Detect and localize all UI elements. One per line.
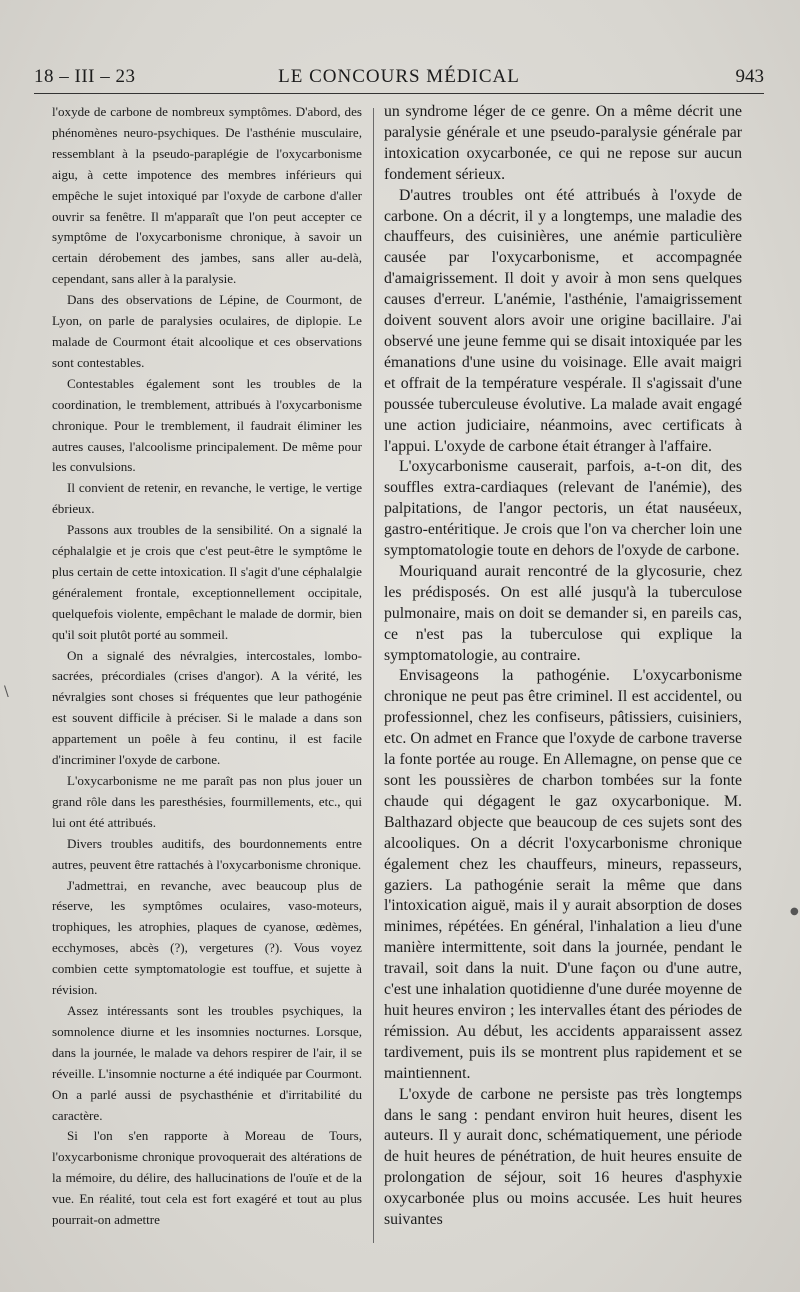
left-column — [52, 102, 362, 1231]
journal-title: LE CONCOURS MÉDICAL — [278, 66, 520, 87]
paragraph: Passons aux troubles de la sensibilité. On a signalé la céphalalgie et je crois que c'est peut-être le symptôme le plus certain de cette intoxication. Il s'agit d'une céphalalgie généralement frontale, exceptionnellement occipitale, quelquefois violente, empêchant le malade de dormir, bien qu'il soit plutôt porté au sommeil. — [52, 522, 362, 642]
paragraph: L'oxycarbonisme ne me paraît pas non plus jouer un grand rôle dans les paresthésies, fourmillements, etc., qui lui ont été attribués. — [52, 773, 362, 830]
paragraph: Si l'on s'en rapporte à Moreau de Tours, l'oxycarbonisme chronique provoquerait des altérations de la mémoire, du délire, des hallucinations de l'ouïe et de la vue. En réalité, tout cela est fort exagéré et tout au plus pourrait-on admettre — [52, 1128, 362, 1228]
issue-date: 18 – III – 23 — [34, 66, 136, 87]
paragraph: Mouriquand aurait rencontré de la glycosurie, chez les prédisposés. On est allé jusqu'à la tuberculose pulmonaire, mais on doit se demander si, en pareils cas, ce n'est pas la tuberculose qui explique la symptomatologie, au contraire. — [384, 562, 742, 664]
column-divider — [373, 108, 374, 1243]
paragraph: Contestables également sont les troubles de la coordination, le tremblement, attribués à l'oxycarbonisme chronique. Pour le tremblement, il faudrait éliminer les autres causes, l'alcoolisme principalement. De même pour les convulsions. — [52, 375, 362, 475]
paragraph: un syndrome léger de ce genre. On a même décrit une paralysie générale et une pseudo-paralysie générale par intoxication oxycarbonée, ce qui ne repose sur aucun fondement sérieux. — [384, 103, 742, 183]
margin-dot: ● — [790, 906, 799, 917]
paragraph: Il convient de retenir, en revanche, le vertige, le vertige ébrieux. — [52, 480, 362, 517]
running-header — [34, 62, 764, 92]
paragraph: Envisageons la pathogénie. L'oxycarbonisme chronique ne peut pas être criminel. Il est accidentel, ou professionnel, chez les confiseurs, pâtissiers, cuisiniers, etc. On admet en France que l'oxyde de carbone traverse la fonte portée au rouge. En Allemagne, on pense que ce sont les poussières de charbon tombées sur la fonte chaude qui dégagent le gaz oxycarbonique. M. Balthazard objecte que beaucoup de ces sujets sont des alcooliques. On a décrit l'oxycarbonisme chronique également chez les chauffeurs, mineurs, repasseurs, gaziers. La pathogénie serait la même que dans l'intoxication aiguë, mais il y aurait absorption de doses minimes, répétées. En général, l'inhalation a lieu d'une manière intermittente, soit dans la journée, pendant le travail, soit dans la nuit. D'une façon ou d'une autre, c'est une inhalation quotidienne d'une durée moyenne de huit heures environ ; les intervalles étant des périodes de rémission. Au début, les accidents apparaissent assez tardivement, puis ils se montrent plus rapidement et se maintiennent. — [384, 667, 742, 1082]
header-rule — [34, 93, 764, 94]
paragraph: D'autres troubles ont été attribués à l'oxyde de carbone. On a décrit, il y a longtemps, une maladie des chauffeurs, des cuisinières, une anémie particulière causée par l'oxycarbonisme, et accompagnée d'amaigrissement. Il doit y avoir à mon sens quelques causes d'erreur. L'anémie, l'asthénie, l'amaigrissement doivent souvent alors avoir une origine bacillaire. J'ai observé une jeune femme qui se disait intoxiquée par les émanations d'une usine du voisinage. Elle avait maigri et offrait de la température vespérale. Il s'agissait d'une poussée tuberculeuse évolutive. La malade avait engagé une action judiciaire, néanmoins, avec certificats à l'appui. L'oxyde de carbone était étranger à l'affaire. — [384, 186, 742, 455]
paragraph: J'admettrai, en revanche, avec beaucoup plus de réserve, les symptômes oculaires, vaso-moteurs, trophiques, les atrophies, plaques de cyanose, œdèmes, ecchymoses, abcès (?), vergetures (?). Vous voyez combien cette symptomatologie est touffue, et sujette à révision. — [52, 877, 362, 998]
paragraph: L'oxyde de carbone ne persiste pas très longtemps dans le sang : pendant environ huit heures, disent les auteurs. Il y aurait donc, schématiquement, une période de huit heures de pénétration, de huit heures ensuite de prolongation de séjour, soit 16 heures d'asphyxie oxycarbonée plus ou moins accusée. Les huit heures suivantes — [384, 1085, 742, 1229]
right-column — [384, 102, 742, 1231]
paragraph: Dans des observations de Lépine, de Courmont, de Lyon, on parle de paralysies oculaires, de diplopie. Le malade de Courmont était alcoolique et ces observations sont contestables. — [52, 292, 362, 370]
margin-mark: \ — [4, 684, 9, 700]
paragraph: Assez intéressants sont les troubles psychiques, la somnolence diurne et les insomnies nocturnes. Lorsque, dans la journée, le malade va dehors respirer de l'air, il se réveille. L'insomnie nocturne a été indiquée par Courmont. On a parlé aussi de psychasthénie et d'irritabilité du caractère. — [52, 1002, 362, 1123]
paragraph: Divers troubles auditifs, des bourdonnements entre autres, peuvent être rattachés à l'oxycarbonisme chronique. — [52, 835, 362, 872]
paragraph: L'oxycarbonisme causerait, parfois, a-t-on dit, des souffles extra-cardiaques (relevant de l'anémie), des palpitations, de l'angor pectoris, un état nauséeux, gastro-entéritique. Je crois que l'on va chercher loin une symptomatologie toute en dehors de l'oxyde de carbone. — [384, 458, 742, 560]
paragraph: l'oxyde de carbone de nombreux symptômes. D'abord, des phénomènes neuro-psychiques. De l'asthénie musculaire, ressemblant à la pseudo-paraplégie de l'oxycarbonisme aigu, à cette impotence des membres inférieurs qui empêche le sujet intoxiqué par l'oxyde de carbone d'aller ouvrir sa fenêtre. Il m'apparaît que l'on peut accepter ce symptôme de l'oxycarbonisme chronique, à savoir un certain dérobement des jambes, sans aller au-delà, cependant, sans aller à la paralysie. — [52, 104, 362, 287]
page-number: 943 — [735, 66, 764, 87]
paragraph: On a signalé des névralgies, intercostales, lombo-sacrées, précordiales (crises d'angor). A la vérité, les névralgies sont choses si fréquentes que leur pathogénie est souvent difficile à préciser. Si le malade a dans son appartement un poêle à feu continu, il est facile d'incriminer l'oxyde de carbone. — [52, 647, 362, 768]
